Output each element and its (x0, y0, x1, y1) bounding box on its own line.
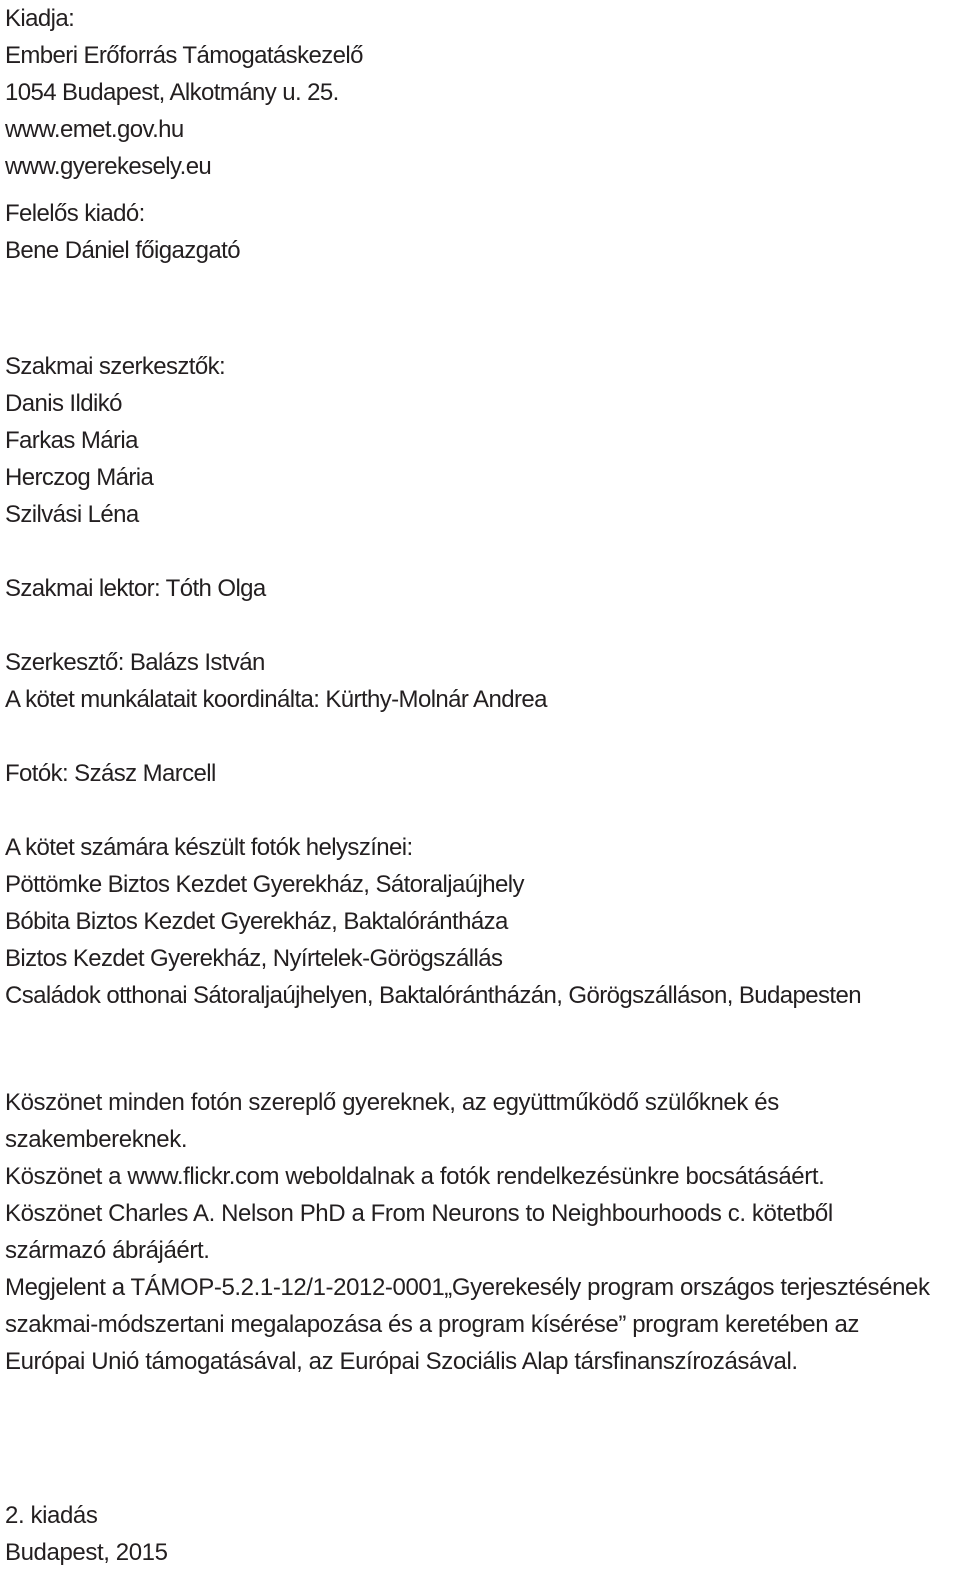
location-item: Pöttömke Biztos Kezdet Gyerekház, Sátoraljaújhely (5, 871, 524, 898)
publisher-name: Emberi Erőforrás Támogatáskezelő (5, 42, 363, 69)
lector-block (5, 570, 955, 607)
acknowledgement-line: Megjelent a TÁMOP-5.2.1-12/1-2012-0001„Gyerekesély program országos terjesztésének (5, 1274, 930, 1301)
acknowledgement-line: származó ábrájáért. (5, 1237, 210, 1264)
editor-name: Danis Ildikó (5, 390, 122, 417)
coordinator-line: A kötet munkálatait koordinálta: Kürthy-Molnár Andrea (5, 686, 547, 713)
locations-block (5, 829, 955, 1014)
locations-label: A kötet számára készült fotók helyszínei: (5, 834, 413, 861)
responsible-name: Bene Dániel főigazgató (5, 237, 240, 264)
location-item: Családok otthonai Sátoraljaújhelyen, Baktalórántházán, Görögszálláson, Budapesten (5, 982, 861, 1009)
editor-block (5, 644, 955, 718)
publisher-url-emet: www.emet.gov.hu (5, 116, 184, 143)
editors-block (5, 348, 955, 533)
editor-name: Herczog Mária (5, 464, 154, 491)
publisher-label: Kiadja: (5, 5, 75, 32)
acknowledgement-line: Európai Unió támogatásával, az Európai Szociális Alap társfinanszírozásával. (5, 1348, 798, 1375)
edition-block (5, 1497, 955, 1571)
edition-place-year: Budapest, 2015 (5, 1539, 168, 1566)
acknowledgement-line: Köszönet minden fotón szereplő gyereknek, az együttműködő szülőknek és (5, 1089, 779, 1116)
editors-label: Szakmai szerkesztők: (5, 353, 226, 380)
acknowledgements-block (5, 1084, 955, 1380)
responsible-publisher-block (5, 195, 955, 269)
editor-line: Szerkesztő: Balázs István (5, 649, 265, 676)
acknowledgement-line: szakembereknek. (5, 1126, 188, 1153)
location-item: Biztos Kezdet Gyerekház, Nyírtelek-Görögszállás (5, 945, 503, 972)
photos-block (5, 755, 955, 792)
location-item: Bóbita Biztos Kezdet Gyerekház, Baktalórántháza (5, 908, 508, 935)
photos-line: Fotók: Szász Marcell (5, 760, 216, 787)
acknowledgement-line: Köszönet a www.flickr.com weboldalnak a fotók rendelkezésünkre bocsátásáért. (5, 1163, 825, 1190)
publisher-address: 1054 Budapest, Alkotmány u. 25. (5, 79, 339, 106)
editor-name: Farkas Mária (5, 427, 138, 454)
publisher-url-gyerekesely: www.gyerekesely.eu (5, 153, 212, 180)
acknowledgement-line: Köszönet Charles A. Nelson PhD a From Neurons to Neighbourhoods c. kötetből (5, 1200, 833, 1227)
publisher-block (5, 0, 955, 185)
edition-number: 2. kiadás (5, 1502, 98, 1529)
responsible-label: Felelős kiadó: (5, 200, 145, 227)
lector-line: Szakmai lektor: Tóth Olga (5, 575, 266, 602)
acknowledgement-line: szakmai-módszertani megalapozása és a program kísérése” program keretében az (5, 1311, 860, 1338)
editor-name: Szilvási Léna (5, 501, 139, 528)
